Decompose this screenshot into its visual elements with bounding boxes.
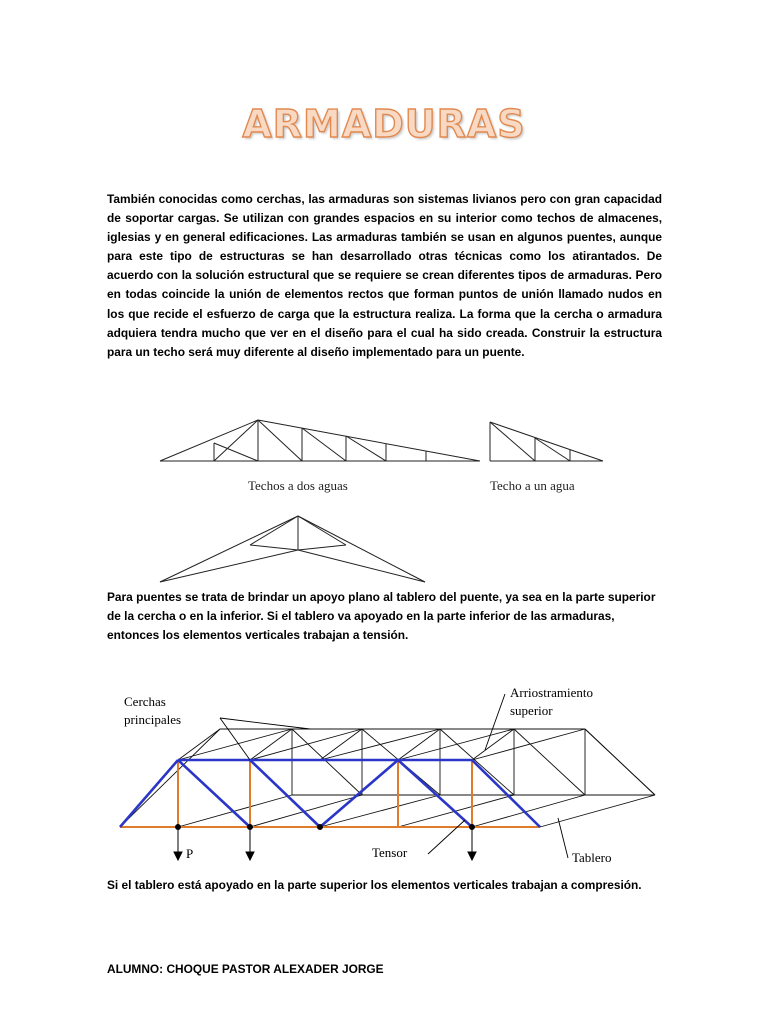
student-name: ALUMNO: CHOQUE PASTOR ALEXADER JORGE — [107, 962, 384, 976]
label-main-trusses-2: principales — [124, 712, 182, 727]
bridge-truss-figure — [110, 680, 670, 870]
page-title: ARMADURAS — [242, 102, 526, 146]
roof-trusses-figure — [150, 410, 620, 592]
load-arrows — [174, 825, 476, 861]
main-truss — [120, 760, 540, 827]
label-one-slope: Techo a un agua — [490, 478, 575, 493]
two-slope-truss — [160, 420, 480, 461]
label-two-slope: Techos a dos aguas — [248, 478, 348, 493]
label-load: P — [186, 846, 194, 861]
bracing-lines — [120, 729, 655, 827]
leader-lines — [220, 694, 568, 858]
intro-paragraph: También conocidas como cerchas, las armaduras son sistemas livianos pero con gran capacidad de soportar cargas. Se utilizan con grandes espacios en su interior como techos de almacenes, iglesias y en general edificaciones. Las armaduras también se usan en algunos puentes, aunque para este tipo de estructuras se han desarrollado otras técnicas como los atirantados. De acuerdo con la solución estructural que se requiere se crean diferentes tipos de armaduras. Pero en todas coincide la unión de elementos rectos que forman puntos de unión llamado nudos en los que recide el esfuerzo de carga que la estructura realiza. La forma que la cercha o armadura adquiera tendra mucho que ver en el diseño para el cual ha sido creada. Construir la estructura para un techo será muy diferente al diseño implementado para un puente. — [107, 192, 662, 359]
scissor-truss — [160, 516, 425, 582]
bridge-paragraph: Para puentes se trata de brindar un apoyo plano al tablero del puente, ya sea en la parte superior de la cercha o en la inferior. Si el tablero va apoyado en la parte inferior de las armaduras, entonces los elementos verticales trabajan a tensión. — [107, 590, 656, 643]
label-bracing-2: superior — [510, 703, 553, 718]
label-tensor: Tensor — [372, 845, 408, 860]
compression-sentence: Si el tablero está apoyado en la parte superior los elementos verticales trabajan a compresión. — [107, 878, 642, 892]
one-slope-truss — [490, 422, 603, 461]
label-deck: Tablero — [572, 850, 612, 865]
label-bracing-1: Arriostramiento — [510, 685, 594, 700]
label-main-trusses-1: Cerchas — [124, 694, 166, 709]
